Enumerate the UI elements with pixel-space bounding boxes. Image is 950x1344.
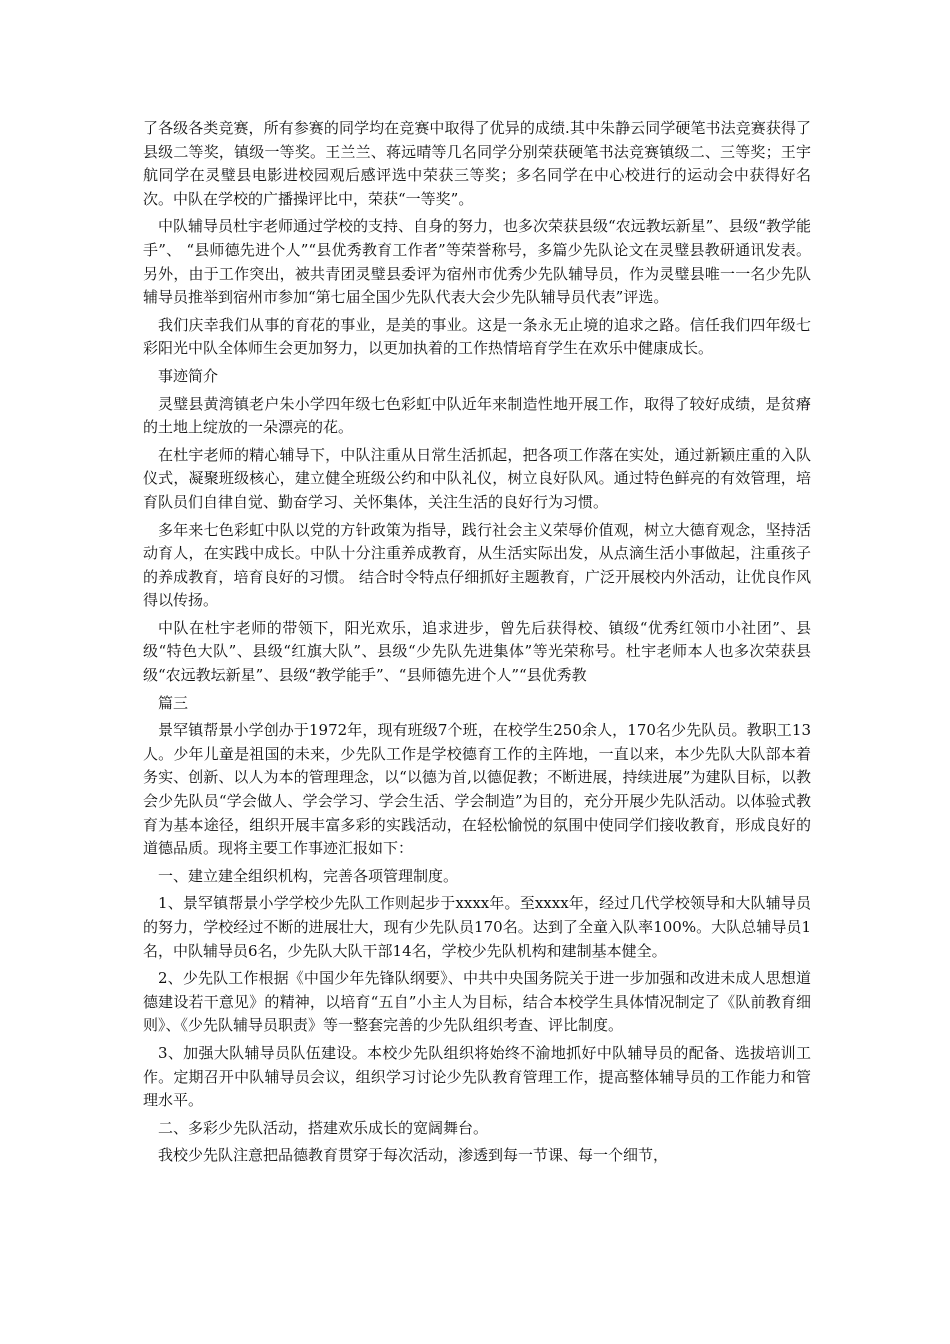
section-heading: 一、建立建全组织机构，完善各项管理制度。	[158, 866, 459, 885]
paragraph: 灵璧县黄湾镇老户朱小学四年级七色彩虹中队近年来制造性地开展工作，取得了较好成绩，是贫瘠的土地上绽放的一朵漂亮的花。	[143, 394, 811, 437]
paragraph: 中队辅导员杜宇老师通过学校的支持、自身的努力，也多次荣获县级“农远教坛新星”、县级“教学能手”、 “县师德先进个人”“县优秀教育工作者”等荣誉称号，多篇少先队论文在灵璧县教研通讯发表。另外，由于工作突出，被共青团灵璧县委评为宿州市优秀少先队辅导员，作为灵璧县唯一一名少先队辅导员推举到宿州市参加“第七届全国少先队代表大会少先队辅导员代表”评选。	[143, 217, 812, 307]
paragraph: 3、加强大队辅导员队伍建设。本校少先队组织将始终不渝地抓好中队辅导员的配备、选拔培训工作。定期召开中队辅导员会议，组织学习讨论少先队教育管理工作，提高整体辅导员的工作能力和管理水平。	[143, 1043, 811, 1110]
paragraph: 我校少先队注意把品德教育贯穿于每次活动，渗透到每一节课、每一个细节，	[158, 1146, 669, 1165]
paragraph: 多年来七色彩虹中队以党的方针政策为指导，践行社会主义荣辱价值观，树立大德育观念，坚持活动育人，在实践中成长。中队十分注重养成教育，从生活实际出发，从点滴生活小事做起，注重孩子的养成教育，培育良好的习惯。 结合时令特点仔细抓好主题教育，广泛开展校内外活动，让优良作风得以传扬。	[143, 520, 811, 610]
paragraph: 1、景罕镇帮景小学学校少先队工作则起步于xxxx年。至xxxx年，经过几代学校领导和大队辅导员的努力，学校经过不断的进展壮大，现有少先队员170名。达到了全童入队率100%。大队总辅导员1名，中队辅导员6名，少先队大队干部14名，学校少先队机构和建制基本健全。	[143, 894, 811, 960]
paragraph: 在杜宇老师的精心辅导下，中队注重从日常生活抓起，把各项工作落在实处，通过新颖庄重的入队仪式，凝聚班级核心，建立健全班级公约和中队礼仪，树立良好队风。通过特色鲜亮的有效管理，培育队员们自律自觉、勤奋学习、关怀集体，关注生活的良好行为习惯。	[143, 445, 811, 511]
section-heading: 事迹简介	[158, 366, 219, 385]
paragraph: 景罕镇帮景小学创办于1972年，现有班级7个班，在校学生250余人，170名少先队员。教职工13人。少年儿童是祖国的未来，少先队工作是学校德育工作的主阵地，一直以来，本少先队大队部本着务实、创新、以人为本的管理理念，以“以德为首,以德促教；不断进展，持续进展”为建队目标，以教会少先队员“学会做人、学会学习、学会生活、学会制造”为目的，充分开展少先队活动。以体验式教育为基本途径，组织开展丰富多彩的实践活动，在轻松愉悦的氛围中使同学们接收教育，形成良好的道德品质。现将主要工作事迹汇报如下：	[143, 721, 811, 858]
paragraph: 中队在杜宇老师的带领下，阳光欢乐，追求进步，曾先后获得校、镇级“优秀红领巾小社团”、县级“特色大队”、县级“红旗大队”、县级“少先队先进集体”等光荣称号。杜宇老师本人也多次荣获县级“农远教坛新星”、县级“教学能手”、“县师德先进个人”“县优秀教	[143, 618, 811, 685]
section-heading: 二、多彩少先队活动，搭建欢乐成长的宽阔舞台。	[158, 1118, 489, 1137]
section-heading: 篇三	[158, 693, 189, 712]
paragraph: 我们庆幸我们从事的育花的事业，是美的事业。这是一条永无止境的追求之路。信任我们四年级七彩阳光中队全体师生会更加努力，以更加执着的工作热情培育学生在欢乐中健康成长。	[143, 315, 811, 358]
paragraph: 了各级各类竞赛，所有参赛的同学均在竞赛中取得了优异的成绩.其中朱静云同学硬笔书法竞赛获得了县级二等奖，镇级一等奖。王兰兰、蒋远晴等几名同学分别荣获硬笔书法竞赛镇级二、三等奖；王宇航同学在灵璧县电影进校园观后感评选中荣获三等奖；多名同学在中心校进行的运动会中获得好名次。中队在学校的广播操评比中，荣获“一等奖”。	[143, 119, 811, 208]
document-body	[143, 117, 811, 1168]
paragraph: 2、少先队工作根据《中国少年先锋队纲要》、中共中央国务院关于进一步加强和改进未成人思想道德建设若干意见》的精神，以培育“五自”小主人为目标，结合本校学生具体情况制定了《队前教育细则》、《少先队辅导员职责》等一整套完善的少先队组织考查、评比制度。	[143, 969, 811, 1035]
